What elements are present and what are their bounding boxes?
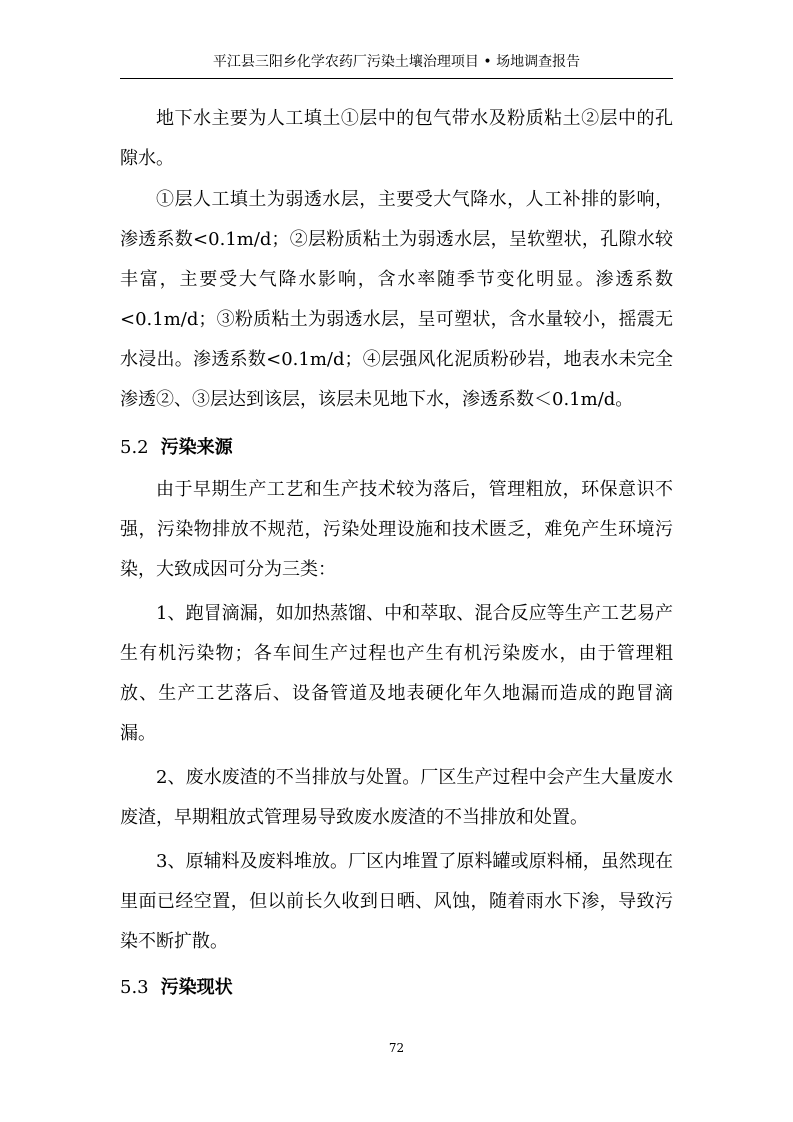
section-title: 污染来源 [160, 437, 233, 458]
page-number: 72 [388, 1041, 405, 1055]
list-item-material-storage: 3、原辅料及废料堆放。厂区内堆置了原料罐或原料桶，虽然现在里面已经空置，但以前长久收到日晒、风蚀，随着雨水下渗，导致污染不断扩散。 [120, 851, 673, 952]
list-item-waste-discharge: 2、废水废渣的不当排放与处置。厂区生产过程中会产生大量废水废渣，早期粗放式管理易导致废水废渣的不当排放和处置。 [120, 767, 673, 828]
section-heading-5-2 [120, 428, 673, 468]
section-title: 污染现状 [160, 977, 233, 998]
section-heading-5-3 [120, 968, 673, 1008]
section-number: 5.2 [120, 437, 149, 458]
paragraph-pollution-causes: 由于早期生产工艺和生产技术较为落后，管理粗放，环保意识不强，污染物排放不规范，污染处理设施和技术匮乏，难免产生环境污染，大致成因可分为三类： [120, 479, 673, 580]
list-item-leakage: 1、跑冒滴漏，如加热蒸馏、中和萃取、混合反应等生产工艺易产生有机污染物；各车间生产过程也产生有机污染废水，由于管理粗放、生产工艺落后、设备管道及地表硬化年久地漏而造成的跑冒滴漏。 [120, 603, 673, 744]
running-header: 平江县三阳乡化学农药厂污染土壤治理项目 • 场地调查报告 [212, 54, 581, 70]
header-rule [120, 78, 673, 79]
section-number: 5.3 [120, 977, 149, 998]
paragraph-layer-permeability: ①层人工填土为弱透水层，主要受大气降水，人工补排的影响，渗透系数<0.1m/d；②层粉质粘土为弱透水层，呈软塑状，孔隙水较丰富，主要受大气降水影响，含水率随季节变化明显。渗透系数<0.1m/d；③粉质粘土为弱透水层，呈可塑状，含水量较小，摇震无水浸出。渗透系数<0.1m/d；④层强风化泥质粉砂岩，地表水未完全渗透②、③层达到该层，该层未见地下水，渗透系数＜0.1m/d。 [120, 189, 673, 410]
paragraph-groundwater-intro: 地下水主要为人工填土①层中的包气带水及粉质粘土②层中的孔隙水。 [120, 108, 673, 169]
